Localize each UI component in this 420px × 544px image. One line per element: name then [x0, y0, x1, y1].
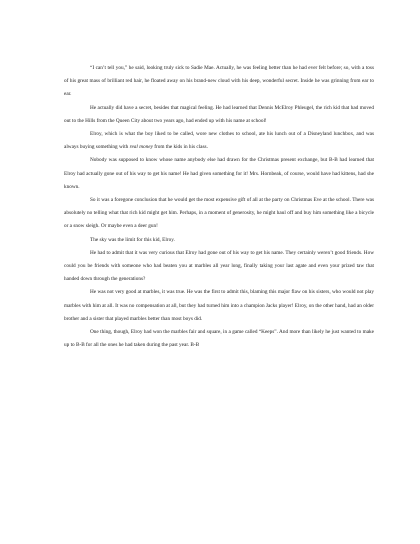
paragraph-text: from the kids in his class. [152, 144, 208, 151]
paragraph: He was not very good at marbles, it was true. He was the first to admit this, blaming this major flaw on his sisters, who would not play marbles with him at all. It was no compensation at all, but they had turned him into a champion Jacks player! Elroy, on the other hand, had an older brother and a sister that played marbles better than most boys did. [64, 289, 374, 322]
paragraph [64, 128, 374, 154]
paragraph: He actually did have a secret, besides that magical feeling. He had learned that Dennis McElroy Phleugel, the rich kid that had moved out to the Hills from the Queen City about two years ago, had ended up with his name at school! [64, 104, 374, 124]
paragraph: Nobody was supposed to know whose name anybody else had drawn for the Christmas present exchange, but B-B had learned that Elroy had actually gone out of his way to get his name! He had given something for it! Mrs. Hornbeak, of course, would have had kittens, had she known. [64, 157, 374, 190]
paragraph-text: Elroy, which is what the boy liked to be called, wore new clothes to school, ate his lunch out of a Disneyland lunchbox, and was always buying something with [64, 131, 374, 151]
paragraph: He had to admit that it was very curious that Elroy had gone out of his way to get his name. They certainly weren’t good friends. How could you be friends with someone who had beaten you at marbles all year long, finally taking your last agate and even your prized taw that handed down through the generations? [64, 249, 374, 283]
paragraph: The sky was the limit for this kid, Elroy. [90, 236, 175, 243]
paragraph: So it was a foregone conclusion that he would get the most expensive gift of all at the party on Christmas Eve at the school. There was absolutely no telling what that rich kid might get him. Perhaps, in a moment of generosity, he might haul off and buy him something like a bicycle or a snow sleigh. Or maybe even a deer gun! [64, 197, 374, 230]
paragraph: “I can’t tell you,” he said, looking truly sick to Sadie Mae. Actually, he was feeling better than he had ever felt before; so, with a toss of his great mass of brilliant red hair, he floated away on his brand-new cloud with his deep, wonderful secret. Inside he was grinning from ear to ear. [64, 65, 374, 98]
paragraph: One thing, though, Elroy had won the marbles fair and square, in a game called “Keeps”. And more than likely he just wanted to make up to B-B for all the ones he had taken during the past year. B-B [64, 329, 374, 349]
emphasized-text: real money [129, 144, 153, 151]
story-text [64, 62, 374, 352]
